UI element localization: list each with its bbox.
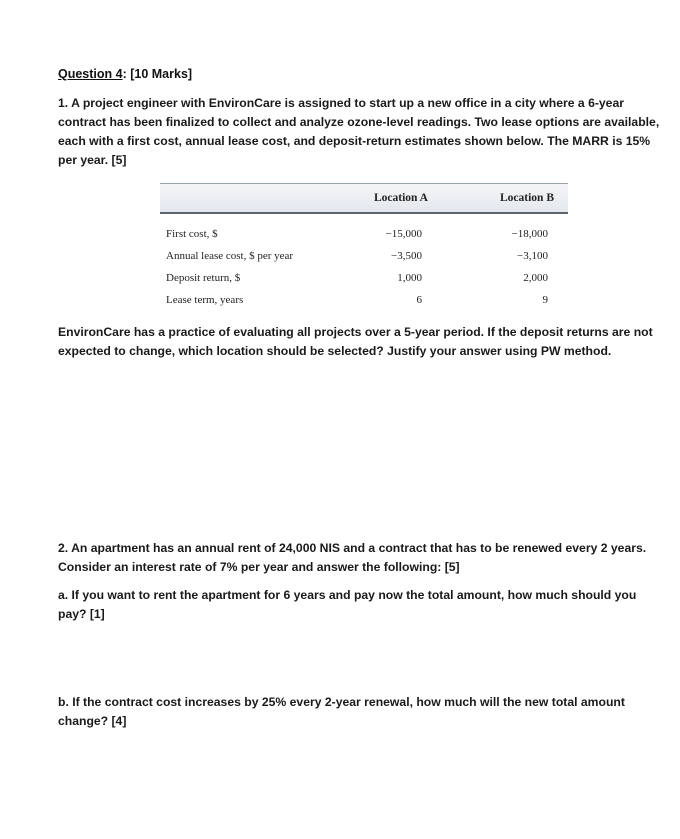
location-b-value: 2,000 xyxy=(523,272,548,284)
table-row xyxy=(160,272,568,294)
row-label: First cost, $ xyxy=(166,228,218,240)
table-body xyxy=(160,214,568,316)
location-b-value: −3,100 xyxy=(517,250,548,262)
row-label: Annual lease cost, $ per year xyxy=(166,250,294,262)
row-label: Lease term, years xyxy=(166,294,244,306)
part2-intro: 2. An apartment has an annual rent of 24,000 NIS and a contract that has to be renewed every 2 years. Consider an interest rate of 7% per year and answer the following: [5] xyxy=(58,541,647,574)
question-marks: : [10 Marks] xyxy=(122,67,193,81)
header-location-a: Location A xyxy=(374,192,428,204)
part1-intro: 1. A project engineer with EnvironCare is assigned to start up a new office in a city where a 6-year contract has been finalized to collect and analyze ozone-level readings. Two lease options are available, each with a first cost, annual lease cost, and deposit-return estimates shown below. The MARR is 15% per year. [5] xyxy=(58,96,660,167)
question-title xyxy=(58,67,192,81)
table-row xyxy=(160,228,568,250)
location-b-value: −18,000 xyxy=(511,228,548,240)
part2-question-a: a. If you want to rent the apartment for 6 years and pay now the total amount, how much should you pay? [1] xyxy=(58,588,637,621)
location-a-value: 1,000 xyxy=(397,272,422,284)
header-location-b: Location B xyxy=(500,192,554,204)
part1-question: EnvironCare has a practice of evaluating all projects over a 5-year period. If the deposit returns are not expected to change, which location should be selected? Justify your answer using PW method. xyxy=(58,325,653,358)
location-a-value: 6 xyxy=(416,294,422,306)
location-a-value: −3,500 xyxy=(391,250,422,262)
question-number: Question 4 xyxy=(58,67,123,81)
row-label: Deposit return, $ xyxy=(166,272,241,284)
table-row xyxy=(160,250,568,272)
location-b-value: 9 xyxy=(542,294,548,306)
location-a-value: −15,000 xyxy=(385,228,422,240)
part2-question-b: b. If the contract cost increases by 25% every 2-year renewal, how much will the new total amount change? [4] xyxy=(58,695,625,728)
table-row xyxy=(160,294,568,316)
table-header xyxy=(160,183,568,214)
lease-options-table xyxy=(160,183,568,316)
